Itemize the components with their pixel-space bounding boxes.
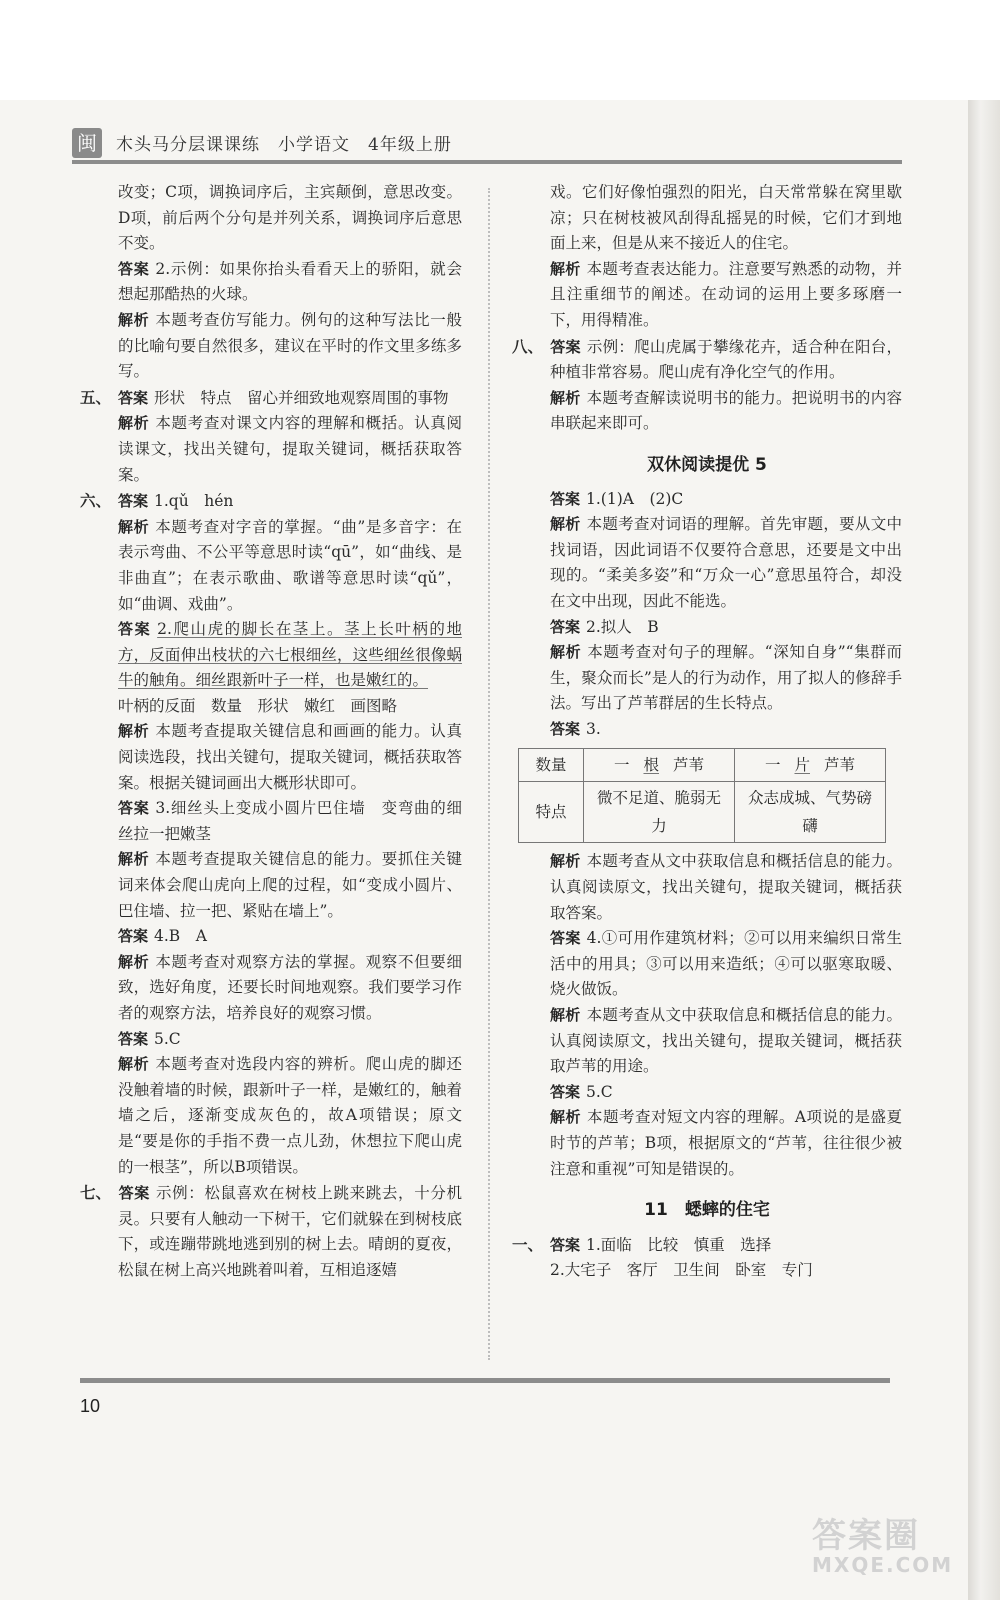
- analysis-item: [80, 847, 462, 924]
- answer-text: 示例：松鼠喜欢在树枝上跳来跳去，十分机灵。只要有人触动一下树干，它们就躲在到树枝底下，或连蹦带跳地逃到别的树上去。晴朗的夏夜，松鼠在树上高兴地跳着叫着，互相追逐嬉: [118, 1184, 462, 1279]
- cell-prefix: 一: [613, 756, 630, 775]
- answer-label: 答案: [550, 1235, 581, 1254]
- analysis-item: [512, 849, 902, 926]
- section-number: 六、: [80, 491, 112, 511]
- section-7: [80, 1180, 462, 1283]
- answer-label: 答案: [118, 1184, 150, 1203]
- logo-icon: 闽: [72, 128, 102, 158]
- answer-label: 答案: [118, 620, 152, 639]
- table-row-header: 特点: [519, 782, 584, 843]
- page-header: [72, 128, 902, 160]
- analysis-label: 解析: [550, 259, 581, 278]
- section-number: 七、: [80, 1183, 112, 1203]
- answer-text: 1.面临 比较 慎重 选择: [586, 1235, 772, 1254]
- table-cell: [584, 749, 735, 782]
- analysis-text: 本题考查对句子的理解。“深知自身”“集群而生，聚众而长”是人的行为动作，用了拟人的修辞手法。写出了芦苇群居的生长特点。: [550, 643, 902, 713]
- answer-item: [80, 1027, 462, 1053]
- answer-text: 4.①可用作建筑材料；②可以用来编织日常生活中的用具；③可以用来造纸；④可以驱寒取暖、烧火做饭。: [550, 929, 902, 999]
- analysis-label: 解析: [550, 1108, 581, 1127]
- answer-item: [512, 926, 902, 1003]
- reed-comparison-table: [518, 748, 886, 843]
- section-title: 双休阅读提优 5: [647, 454, 767, 475]
- page-number: 10: [80, 1396, 101, 1416]
- analysis-label: 解析: [118, 310, 150, 329]
- analysis-text: 本题考查对课文内容的理解和概括。认真阅读课文，找出关键句，提取关键词，概括获取答案。: [118, 414, 462, 484]
- section-number: 八、: [512, 336, 544, 356]
- watermark-logo: [812, 1508, 962, 1588]
- analysis-text: 本题考查仿写能力。例句的这种写法比一般的比喻句要自然很多，建议在平时的作文里多练多写。: [118, 310, 462, 381]
- answer-item: [80, 796, 462, 847]
- cell-fill-in: 根: [643, 756, 659, 775]
- answer-label: 答案: [118, 1029, 149, 1048]
- answer-text: 4.B A: [154, 927, 207, 946]
- watermark-text: 答案圈: [812, 1516, 920, 1556]
- table-row: [519, 749, 886, 782]
- answer-item: [512, 487, 902, 513]
- right-column: [512, 180, 902, 1284]
- analysis-text: 本题考查从文中获取信息和概括信息的能力。认真阅读原文，找出关键句，提取关键词，概括获取芦苇的用途。: [550, 1006, 902, 1076]
- section-number: 一、: [512, 1234, 544, 1254]
- analysis-label: 解析: [550, 852, 581, 871]
- analysis-text: 本题考查提取关键信息和画画的能力。认真阅读选段，找出关键句，提取关键词，概括获取答案。根据关键词画出大概形状即可。: [118, 722, 462, 792]
- cell-suffix: 芦苇: [673, 756, 705, 775]
- analysis-item: [80, 515, 462, 617]
- analysis-label: 解析: [118, 952, 150, 971]
- watermark-url: MXQE.COM: [812, 1553, 954, 1577]
- answer-item: [80, 924, 462, 950]
- answer-label: 答案: [550, 719, 581, 738]
- analysis-text: 本题考查提取关键信息的能力。要抓住关键词来体会爬山虎向上爬的过程，如“变成小圆片、巴住墙、拉一把、紧贴在墙上”。: [118, 850, 462, 920]
- answer-label: 答案: [550, 489, 581, 508]
- answer-text: 5.C: [586, 1082, 613, 1101]
- analysis-label: 解析: [118, 1055, 150, 1074]
- answer-text: 2.大宅子 客厅 卫生间 卧室 专门: [550, 1261, 813, 1280]
- answer-text: 2.示例：如果你抬头看看天上的骄阳，就会想起那酷热的火球。: [118, 259, 462, 304]
- paragraph: 戏。它们好像怕强烈的阳光，白天常常躲在窝里歇凉；只在树枝被风刮得乱摇晃的时候，它们才到地面上来，但是从来不接近人的住宅。: [550, 183, 902, 253]
- analysis-item: [512, 386, 902, 437]
- answer-keywords: 叶柄的反面 数量 形状 嫩红 画图略: [118, 696, 398, 715]
- analysis-item: [512, 257, 902, 334]
- book-spine-edge: [968, 100, 1000, 1600]
- analysis-label: 解析: [118, 722, 150, 741]
- analysis-item: [80, 719, 462, 796]
- section-8: [512, 334, 902, 386]
- analysis-text: 本题考查解读说明书的能力。把说明书的内容串联起来即可。: [550, 388, 902, 433]
- answer-label: 答案: [550, 337, 581, 356]
- answer-text: 2.拟人 B: [586, 617, 659, 636]
- analysis-item: [80, 950, 462, 1027]
- answer-text: 1.qǔ hén: [154, 492, 234, 511]
- analysis-item: [512, 1003, 902, 1080]
- table-cell: 微不足道、脆弱无力: [584, 782, 735, 843]
- cell-prefix: 一: [764, 756, 781, 775]
- answer-item: [512, 1080, 902, 1106]
- answer-text: 1.(1)A (2)C: [586, 489, 684, 508]
- analysis-item: [512, 640, 902, 717]
- section-5: [80, 385, 462, 412]
- answer-text: 3.: [586, 719, 601, 738]
- paragraph: 改变；C项，调换词序后，主宾颠倒，意思改变。D项，前后两个分句是并列关系，调换词序后意思不变。: [118, 183, 462, 253]
- table-cell: [735, 749, 886, 782]
- analysis-label: 解析: [550, 388, 581, 407]
- analysis-text: 本题考查对词语的理解。首先审题，要从文中找词语，因此词语不仅要符合意思，还要是文中出现的。“柔美多姿”和“万众一心”意思虽符合，却没在文中出现，因此不能选。: [550, 515, 902, 610]
- answer-label: 答案: [118, 492, 149, 511]
- column-divider: [488, 188, 490, 1360]
- analysis-item: [80, 1052, 462, 1180]
- answer-text: 3.细丝头上变成小圆片巴住墙 变弯曲的细丝拉一把嫩茎: [118, 799, 462, 843]
- analysis-item: [80, 411, 462, 488]
- table-cell: 众志成城、气势磅礴: [735, 782, 886, 843]
- table-row: [519, 782, 886, 843]
- footer-rule: [80, 1378, 890, 1383]
- answer-label: 答案: [550, 617, 581, 636]
- cell-suffix: 芦苇: [824, 756, 856, 775]
- answer-text: 示例：爬山虎属于攀缘花卉，适合种在阳台，种植非常容易。爬山虎有净化空气的作用。: [550, 337, 902, 382]
- lesson-title: 11 蟋蟀的住宅: [644, 1200, 770, 1221]
- section-number: 五、: [80, 387, 112, 407]
- answer-label: 答案: [118, 927, 149, 946]
- answer-label: 答案: [118, 259, 150, 278]
- answer-text: 5.C: [154, 1029, 181, 1048]
- lesson-section-1: [512, 1232, 902, 1259]
- analysis-item: [512, 1105, 902, 1182]
- analysis-label: 解析: [118, 850, 150, 869]
- answer-item: [512, 615, 902, 641]
- answer-item: [80, 257, 462, 308]
- header-rule: [72, 160, 902, 164]
- answer-item: [512, 717, 902, 743]
- analysis-text: 本题考查对短文内容的理解。A项说的是盛夏时节的芦苇；B项，根据原文的“芦苇，往往很少被注意和重视”可知是错误的。: [550, 1108, 902, 1178]
- analysis-text: 本题考查对选段内容的辨析。爬山虎的脚还没触着墙的时候，跟新叶子一样，是嫩红的，触着墙之后，逐渐变成灰色的，故A项错误；原文是“要是你的手指不费一点儿劲，休想拉下爬山虎的一根茎”，所以B项错误。: [118, 1055, 462, 1176]
- header-title: 木头马分层课课练 小学语文 4年级上册: [116, 135, 452, 155]
- underlined-answer-text: 2.爬山虎的脚长在茎上。茎上长叶柄的地方，反面伸出枝状的六七根细丝，这些细丝很像蜗牛的触角。细丝跟新叶子一样，也是嫩红的。: [118, 620, 462, 690]
- cell-fill-in: 片: [794, 756, 810, 775]
- analysis-text: 本题考查对字音的掌握。“曲”是多音字：在表示弯曲、不公平等意思时读“qū”，如“曲线、是非曲直”；在表示歌曲、歌谱等意思时读“qǔ”，如“曲调、戏曲”。: [118, 517, 462, 613]
- analysis-label: 解析: [550, 1006, 581, 1025]
- answer-item: [80, 617, 462, 694]
- analysis-label: 解析: [550, 515, 581, 534]
- answer-text: 形状 特点 留心并细致地观察周围的事物: [154, 388, 449, 407]
- analysis-label: 解析: [550, 643, 582, 662]
- analysis-label: 解析: [118, 414, 150, 433]
- analysis-label: 解析: [118, 517, 150, 536]
- left-column: [80, 180, 462, 1284]
- answer-label: 答案: [118, 799, 150, 818]
- analysis-item: [80, 308, 462, 385]
- analysis-text: 本题考查对观察方法的掌握。观察不但要细致，选好角度，还要长时间地观察。我们要学习作者的观察方法，培养良好的观察习惯。: [118, 952, 462, 1022]
- analysis-text: 本题考查表达能力。注意要写熟悉的动物，并且注重细节的阐述。在动词的运用上要多琢磨一下，用得精准。: [550, 259, 902, 329]
- answer-label: 答案: [550, 929, 581, 948]
- analysis-text: 本题考查从文中获取信息和概括信息的能力。认真阅读原文，找出关键句，提取关键词，概括获取答案。: [550, 852, 902, 922]
- answer-label: 答案: [118, 388, 149, 407]
- section-6: [80, 488, 462, 515]
- answer-label: 答案: [550, 1082, 581, 1101]
- analysis-item: [512, 512, 902, 614]
- table-row-header: 数量: [519, 749, 584, 782]
